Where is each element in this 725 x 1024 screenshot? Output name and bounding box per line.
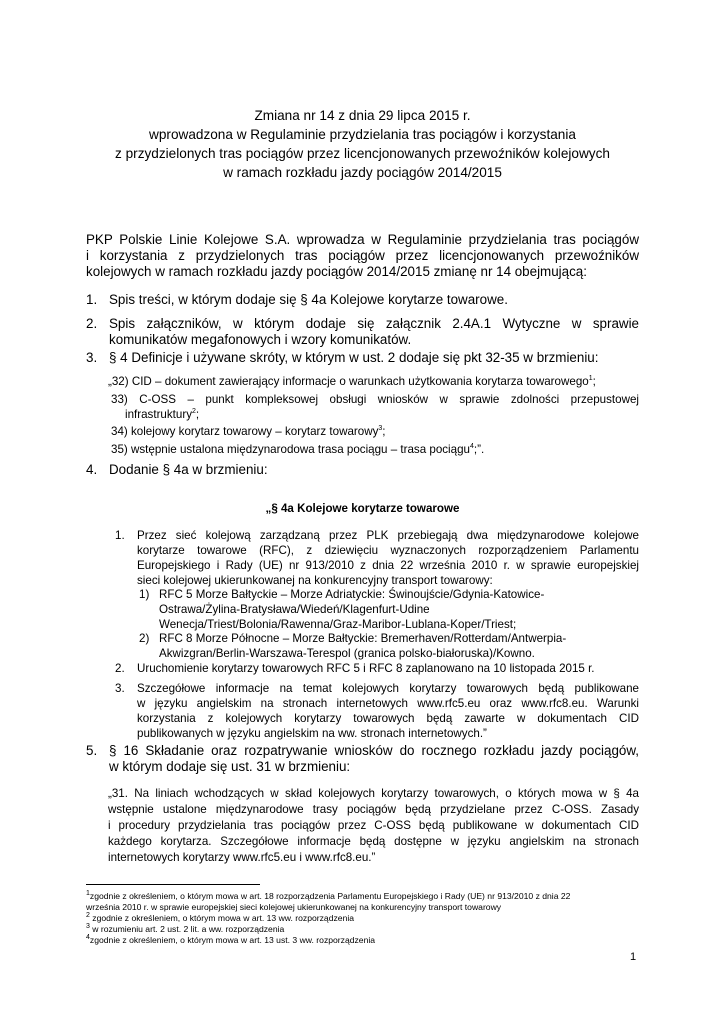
definition-32: „32) CID – dokument zawierający informacje o warunkach użytkowania korytarza towarowego$^1$; <box>108 375 596 388</box>
title-line: wprowadzona w Regulaminie przydzielania tras pociągów i korzystania <box>149 127 576 142</box>
footnote-1: $^1$zgodnie z określeniem, o którym mowa w art. 18 rozporządzenia Parlamentu Europejskiego i Rady (UE) nr 913/2010 z dnia 22 <box>86 890 571 901</box>
footnote-separator <box>86 884 260 885</box>
intro-line: kolejowych w ramach rozkładu jazdy pociągów 2014/2015 zmianę nr 14 obejmującą: <box>86 264 587 279</box>
sub-item-number: 2) <box>139 632 150 645</box>
item-number: 5. <box>86 743 98 758</box>
section-paragraph: Uruchomienie korytarzy towarowych RFC 5 i RFC 8 zaplanowano na 10 listopada 2015 r. <box>137 662 595 675</box>
item-text: Spis załączników, w którym dodaje się załącznik 2.4A.1 Wytyczne w sprawie <box>109 316 639 331</box>
footnote-ref: 4 <box>469 443 474 451</box>
section-16-quote: „31. Na liniach wchodzących w skład kolejowych korytarzy towarowych, o których mowa w § 4a wstępnie ustalone międzynarodowe trasy pociągów będą przydzielane przez C-OSS. Zasady i procedury przydzielania tras pociągów przez C-OSS będą publikowane w dokumentach CID każdego korytarza. Szczegółowe informacje będą dostępne w języku angielskim na stronach internetowych korytarzy www.rfc5.eu i www.rfc8.eu.” <box>108 787 639 864</box>
paragraph-number: 3. <box>115 682 125 695</box>
footnote-ref: 3 <box>378 425 383 433</box>
paragraph-number: 1. <box>115 529 125 542</box>
item-text: Dodanie § 4a w brzmieniu: <box>109 462 268 477</box>
footnote-3: $^3$ w rozumieniu art. 2 ust. 2 lit. a ww. rozporządzenia <box>86 923 285 934</box>
intro-line: i korzystania z przydzielonych tras pociągów przez licencjonowanych przewoźników <box>86 248 639 263</box>
definition-35: 35) wstępnie ustalona międzynarodowa trasa pociągu – trasa pociągu$^4$;”. <box>111 443 485 456</box>
item-text: w którym dodaje się ust. 31 w brzmieniu: <box>109 759 351 774</box>
definition-33: 33) C-OSS – punkt kompleksowej obsługi wniosków w sprawie zdolności przepustowej infrastruktury$^2$; <box>111 393 639 421</box>
item-number: 2. <box>86 316 98 331</box>
item-text: § 4 Definicje i używane skróty, w którym w ust. 2 dodaje się pkt 32-35 w brzmieniu: <box>109 350 599 365</box>
item-text: Spis treści, w którym dodaje się § 4a Kolejowe korytarze towarowe. <box>109 292 508 307</box>
item-text: § 16 Składanie oraz rozpatrywanie wniosków do rocznego rozkładu jazdy pociągów, <box>109 743 639 758</box>
intro-line: PKP Polskie Linie Kolejowe S.A. wprowadza w Regulaminie przydzielania tras pociągów <box>86 232 639 247</box>
section-paragraph: Szczegółowe informacje na temat kolejowych korytarzy towarowych będą publikowane w języku angielskim na stronach internetowych www.rfc5.eu oraz www.rfc8.eu. Warunki korzystania z kolejowych korytarzy towarowych będą zawarte w dokumentach CID publikowanych w języku angielskim na ww. stronach internetowych.” <box>137 682 639 740</box>
footnote-2: $^2$ zgodnie z określeniem, o którym mowa w art. 13 ww. rozporządzenia <box>86 912 355 923</box>
title-line: w ramach rozkładu jazdy pociągów 2014/2015 <box>223 165 502 180</box>
item-text: komunikatów megafonowych i wzory komunikatów. <box>109 332 412 347</box>
item-number: 1. <box>86 292 98 307</box>
intro-paragraph <box>86 232 639 280</box>
item-number: 3. <box>86 350 98 365</box>
rfc8-description: RFC 8 Morze Północne – Morze Bałtyckie: Bremerhaven/Rotterdam/Antwerpia- Akwizgran/Berlin-Warszawa-Terespol (granica polsko-białoruska)/Kowno. <box>159 632 567 660</box>
title-line: z przydzielonych tras pociągów przez licencjonowanych przewoźników kolejowych <box>115 146 610 161</box>
section-paragraph: Przez sieć kolejową zarządzaną przez PLK przebiegają dwa międzynarodowe kolejowe korytarze towarowe (RFC), z dziewięciu wyznaczonych rozporządzeniem Parlamentu Europejskiego i Rady (UE) nr 913/2010 z dnia 22 września 2010 r. w sprawie europejskiej sieci kolejowej ukierunkowanej na konkurencyjny transport towarowy: <box>137 529 639 587</box>
footnote-1-cont: września 2010 r. w sprawie europejskiej sieci kolejowej ukierunkowanej na konkurencyjny transport towarowy <box>86 902 502 912</box>
title-line: Zmiana nr 14 z dnia 29 lipca 2015 r. <box>254 108 471 123</box>
footnote-ref: 2 <box>192 408 196 416</box>
page-number: 1 <box>630 951 637 963</box>
document-title <box>86 106 639 182</box>
sub-item-number: 1) <box>139 588 150 601</box>
item-number: 4. <box>86 462 98 477</box>
rfc5-description: RFC 5 Morze Bałtyckie – Morze Adriatyckie: Świnoujście/Gdynia-Katowice- Ostrawa/Żylina-Bratysława/Wiedeń/Klagenfurt-Udine Wenecja/Triest/Bolonia/Rawenna/Graz-Maribor-Lublana-Koper/Triest; <box>159 588 545 631</box>
section-heading: „§ 4a Kolejowe korytarze towarowe <box>265 502 460 515</box>
definition-34: 34) kolejowy korytarz towarowy – korytarz towarowy$^3$; <box>111 425 386 438</box>
paragraph-number: 2. <box>115 662 125 675</box>
footnote-ref: 1 <box>588 375 593 383</box>
footnote-4: $^4$zgodnie z określeniem, o którym mowa w art. 13 ust. 3 ww. rozporządzenia <box>86 934 376 945</box>
